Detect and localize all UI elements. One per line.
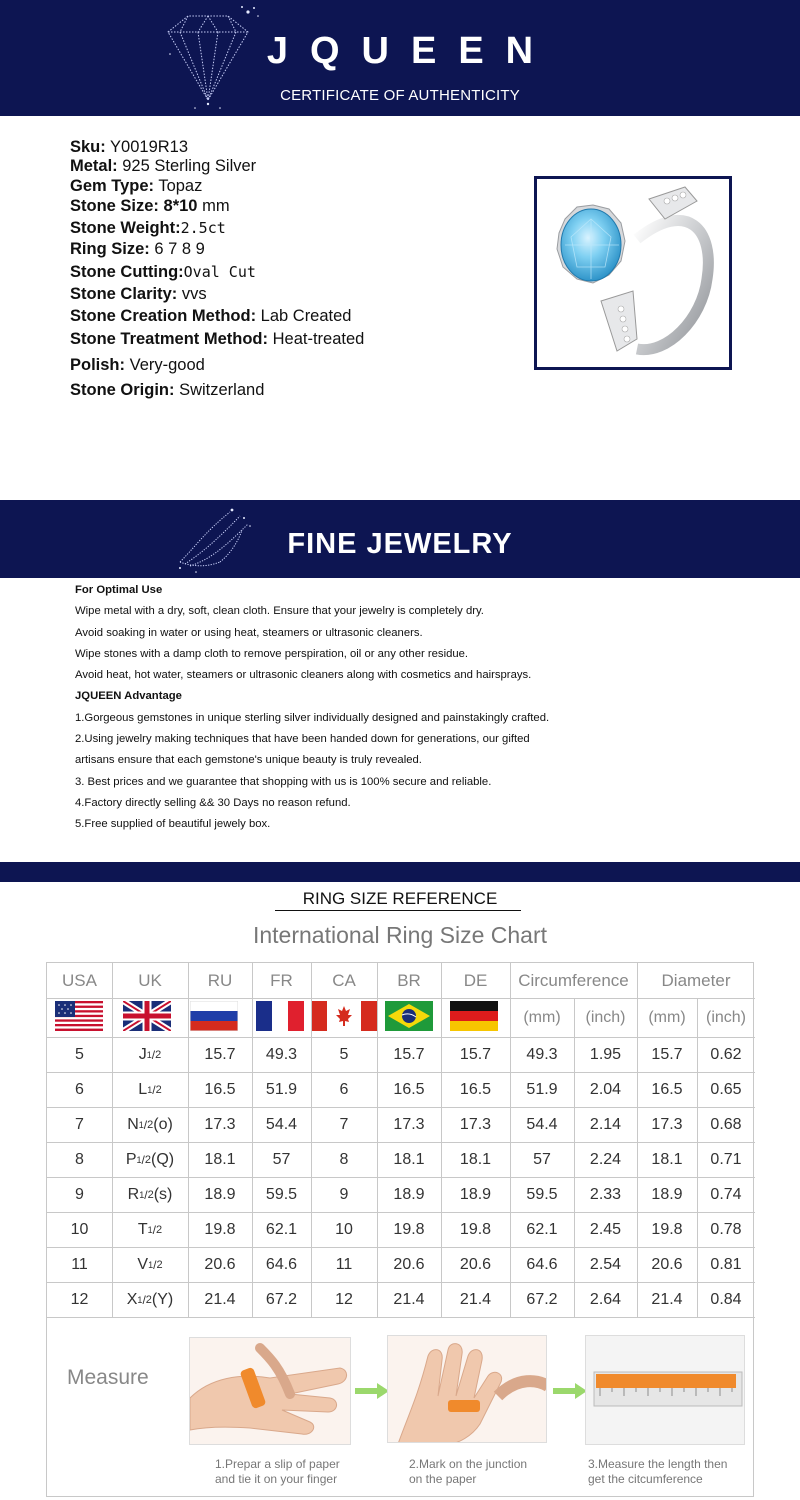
advantage-line: 3. Best prices and we guarantee that shopping with us is 100% secure and reliable. bbox=[75, 775, 492, 788]
spec-sku: Sku: Y0019R13 bbox=[70, 138, 189, 156]
advantage-line: 1.Gorgeous gemstones in unique sterling silver individually designed and painstakingly crafted. bbox=[75, 711, 550, 724]
grid-line bbox=[377, 963, 378, 1317]
cell-ca: 10 bbox=[335, 1220, 353, 1238]
cell-circ-mm: 62.1 bbox=[526, 1220, 558, 1238]
header-circumference: Circumference bbox=[518, 970, 629, 990]
cell-fr: 62.1 bbox=[265, 1220, 298, 1238]
spec-creation-method: Stone Creation Method: Lab Created bbox=[70, 307, 352, 325]
grid-line bbox=[47, 1107, 755, 1108]
grid-line bbox=[47, 1142, 755, 1143]
cell-diam-inch: 0.78 bbox=[710, 1220, 742, 1238]
russia-flag-icon bbox=[190, 1001, 238, 1031]
cell-circ-inch: 2.54 bbox=[589, 1255, 622, 1273]
cell-ru: 18.1 bbox=[204, 1150, 236, 1168]
divider-band bbox=[0, 862, 800, 882]
cell-circ-mm: 59.5 bbox=[526, 1185, 558, 1203]
cell-circ-inch: 2.14 bbox=[589, 1115, 622, 1133]
spec-gem-type: Gem Type: Topaz bbox=[70, 177, 203, 195]
spec-stone-cutting: Stone Cutting:Oval Cut bbox=[70, 263, 256, 281]
step3-caption: 3.Measure the length then get the citcumference bbox=[588, 1457, 728, 1486]
cell-br: 16.5 bbox=[393, 1080, 425, 1098]
care-line: Wipe metal with a dry, soft, clean cloth. Ensure that your jewelry is completely dry. bbox=[75, 605, 484, 618]
cell-de: 19.8 bbox=[459, 1220, 492, 1238]
cell-ca: 5 bbox=[339, 1045, 349, 1063]
cell-uk: N 1 / 2 (o) bbox=[127, 1115, 173, 1133]
header-br: BR bbox=[397, 970, 421, 990]
grid-line bbox=[112, 963, 113, 1317]
brand-title: JQUEEN bbox=[266, 30, 556, 72]
cell-fr: 54.4 bbox=[265, 1115, 298, 1133]
header-de: DE bbox=[463, 970, 488, 990]
cell-ru: 16.5 bbox=[204, 1080, 236, 1098]
spec-metal: Metal: 925 Sterling Silver bbox=[70, 157, 257, 175]
unit-circumference-inch: (inch) bbox=[585, 1009, 626, 1026]
cell-ca: 11 bbox=[335, 1255, 353, 1273]
header-diameter: Diameter bbox=[661, 970, 731, 990]
cell-usa: 6 bbox=[75, 1080, 84, 1098]
cell-ca: 6 bbox=[339, 1080, 349, 1098]
cell-ca: 9 bbox=[339, 1185, 349, 1203]
cell-ru: 20.6 bbox=[204, 1255, 236, 1273]
cell-diam-inch: 0.62 bbox=[710, 1045, 742, 1063]
grid-line bbox=[637, 963, 638, 1317]
step1-photo bbox=[189, 1337, 351, 1445]
cell-br: 21.4 bbox=[393, 1290, 425, 1308]
ring-size-reference-title: RING SIZE REFERENCE bbox=[302, 889, 498, 908]
header-uk: UK bbox=[138, 970, 162, 990]
care-section bbox=[75, 580, 755, 836]
cell-br: 15.7 bbox=[393, 1045, 425, 1063]
cell-diam-mm: 15.7 bbox=[651, 1045, 683, 1063]
cell-diam-inch: 0.71 bbox=[710, 1150, 742, 1168]
usa-flag-icon bbox=[55, 1001, 103, 1031]
grid-line bbox=[47, 1177, 755, 1178]
grid-line bbox=[188, 963, 189, 1317]
cell-usa: 7 bbox=[75, 1115, 84, 1133]
unit-diameter-mm: (mm) bbox=[648, 1009, 686, 1026]
cell-br: 19.8 bbox=[393, 1220, 425, 1238]
cell-diam-mm: 18.9 bbox=[651, 1185, 683, 1203]
cell-circ-mm: 51.9 bbox=[526, 1080, 558, 1098]
cell-br: 18.9 bbox=[393, 1185, 425, 1203]
cell-uk: P 1 / 2 (Q) bbox=[125, 1150, 175, 1168]
unit-diameter-inch: (inch) bbox=[705, 1009, 746, 1026]
spec-ring-size: Ring Size: 6 7 8 9 bbox=[70, 240, 205, 258]
reference-underline bbox=[275, 910, 521, 911]
cell-fr: 64.6 bbox=[265, 1255, 298, 1273]
cell-ru: 15.7 bbox=[204, 1045, 236, 1063]
header-usa: USA bbox=[62, 970, 97, 990]
cell-diam-mm: 16.5 bbox=[651, 1080, 683, 1098]
advantage-line: 2.Using jewelry making techniques that have been handed down for generations, our gifted bbox=[75, 733, 530, 746]
cell-circ-mm: 54.4 bbox=[526, 1115, 558, 1133]
grid-line bbox=[697, 998, 698, 1317]
grid-line bbox=[47, 1282, 755, 1283]
cell-circ-mm: 67.2 bbox=[526, 1290, 558, 1308]
ring-size-table bbox=[46, 962, 754, 1497]
cell-ru: 19.8 bbox=[204, 1220, 236, 1238]
brazil-flag-icon bbox=[385, 1001, 433, 1031]
cell-ru: 18.9 bbox=[204, 1185, 236, 1203]
cell-fr: 57 bbox=[272, 1150, 291, 1168]
cell-usa: 5 bbox=[75, 1045, 84, 1063]
spec-stone-weight: Stone Weight:2.5ct bbox=[70, 219, 226, 237]
cell-uk: T 1 / 2 bbox=[137, 1220, 163, 1238]
cell-usa: 11 bbox=[71, 1255, 88, 1273]
advantage-line: 4.Factory directly selling && 30 Days no reason refund. bbox=[75, 796, 351, 809]
cell-circ-inch: 1.95 bbox=[589, 1045, 622, 1063]
cell-ca: 12 bbox=[335, 1290, 353, 1308]
cell-fr: 67.2 bbox=[265, 1290, 298, 1308]
cell-uk: V 1 / 2 bbox=[137, 1255, 163, 1273]
spec-stone-size: Stone Size: 8*10 mm bbox=[70, 197, 230, 215]
advantage-line: 5.Free supplied of beautiful jewely box. bbox=[75, 818, 271, 831]
cell-circ-inch: 2.45 bbox=[589, 1220, 622, 1238]
cell-diam-mm: 18.1 bbox=[651, 1150, 683, 1168]
cell-de: 16.5 bbox=[459, 1080, 492, 1098]
header-band bbox=[0, 0, 800, 116]
cell-ru: 17.3 bbox=[204, 1115, 236, 1133]
ring-image-frame bbox=[534, 176, 732, 370]
fine-jewelry-band bbox=[0, 500, 800, 578]
care-line: Wipe stones with a damp cloth to remove perspiration, oil or any other residue. bbox=[75, 647, 469, 660]
unit-circumference-mm: (mm) bbox=[523, 1009, 561, 1026]
step3-photo bbox=[585, 1335, 745, 1445]
header-ru: RU bbox=[207, 970, 233, 990]
cell-ru: 21.4 bbox=[204, 1290, 236, 1308]
cell-ca: 7 bbox=[339, 1115, 349, 1133]
grid-line bbox=[47, 1037, 755, 1038]
care-line: Avoid soaking in water or using heat, steamers or ultrasonic cleaners. bbox=[75, 626, 423, 639]
ring-image bbox=[537, 179, 729, 367]
cell-fr: 49.3 bbox=[265, 1045, 298, 1063]
cell-de: 17.3 bbox=[459, 1115, 492, 1133]
cell-circ-inch: 2.33 bbox=[589, 1185, 622, 1203]
cell-circ-mm: 49.3 bbox=[526, 1045, 558, 1063]
optimal-use-heading: For Optimal Use bbox=[75, 584, 163, 596]
certificate-subtitle: CERTIFICATE OF AUTHENTICITY bbox=[280, 87, 520, 104]
advantage-line: artisans ensure that each gemstone's unique beauty is truly revealed. bbox=[75, 754, 422, 767]
cell-de: 18.1 bbox=[459, 1150, 492, 1168]
cell-diam-mm: 17.3 bbox=[651, 1115, 683, 1133]
cell-circ-inch: 2.04 bbox=[589, 1080, 622, 1098]
header-fr: FR bbox=[270, 970, 293, 990]
cell-de: 20.6 bbox=[459, 1255, 492, 1273]
cell-diam-mm: 20.6 bbox=[651, 1255, 683, 1273]
cell-usa: 8 bbox=[75, 1150, 84, 1168]
step2-caption: 2.Mark on the junction on the paper bbox=[409, 1457, 528, 1486]
grid-line bbox=[47, 1247, 755, 1248]
arrow-icon bbox=[553, 1383, 587, 1399]
spec-treatment-method: Stone Treatment Method: Heat-treated bbox=[70, 330, 365, 348]
cell-circ-mm: 64.6 bbox=[526, 1255, 558, 1273]
advantage-heading: JQUEEN Advantage bbox=[75, 690, 182, 703]
cell-diam-inch: 0.65 bbox=[710, 1080, 742, 1098]
spec-list bbox=[70, 138, 510, 403]
cell-fr: 51.9 bbox=[265, 1080, 298, 1098]
cell-de: 21.4 bbox=[459, 1290, 492, 1308]
grid-line bbox=[574, 998, 575, 1317]
cell-diam-inch: 0.81 bbox=[710, 1255, 742, 1273]
cell-diam-mm: 19.8 bbox=[651, 1220, 683, 1238]
care-line: Avoid heat, hot water, steamers or ultrasonic cleaners along with cosmetics and hairsprays. bbox=[75, 669, 532, 682]
cell-usa: 9 bbox=[75, 1185, 84, 1203]
grid-line bbox=[252, 963, 253, 1317]
grid-line bbox=[311, 963, 312, 1317]
cell-br: 20.6 bbox=[393, 1255, 425, 1273]
grid-line bbox=[47, 1072, 755, 1073]
cell-br: 17.3 bbox=[393, 1115, 425, 1133]
cell-uk: R 1 / 2 (s) bbox=[127, 1185, 173, 1203]
cell-ca: 8 bbox=[339, 1150, 349, 1168]
grid-line bbox=[441, 963, 442, 1317]
cell-br: 18.1 bbox=[393, 1150, 425, 1168]
cell-diam-inch: 0.84 bbox=[710, 1290, 742, 1308]
cell-usa: 12 bbox=[70, 1290, 89, 1308]
step1-caption: 1.Prepar a slip of paper and tie it on your finger bbox=[215, 1457, 340, 1486]
france-flag-icon bbox=[256, 1001, 304, 1031]
grid-line bbox=[47, 998, 755, 999]
cell-diam-inch: 0.68 bbox=[710, 1115, 742, 1133]
fine-jewelry-title: FINE JEWELRY bbox=[287, 528, 513, 560]
uk-flag-icon bbox=[123, 1001, 171, 1031]
header-ca: CA bbox=[332, 970, 356, 990]
germany-flag-icon bbox=[450, 1001, 498, 1031]
cell-de: 15.7 bbox=[459, 1045, 492, 1063]
cell-uk: J 1 / 2 bbox=[138, 1045, 162, 1063]
spec-stone-clarity: Stone Clarity: vvs bbox=[70, 285, 207, 303]
arrow-icon bbox=[355, 1383, 389, 1399]
cell-uk: X 1 / 2 (Y) bbox=[126, 1290, 174, 1308]
spec-stone-origin: Stone Origin: Switzerland bbox=[70, 381, 265, 399]
cell-de: 18.9 bbox=[459, 1185, 492, 1203]
measure-label: Measure bbox=[67, 1366, 149, 1389]
step2-photo bbox=[387, 1335, 547, 1443]
cell-circ-mm: 57 bbox=[533, 1150, 551, 1168]
canada-flag-icon bbox=[311, 1001, 377, 1031]
cell-circ-inch: 2.64 bbox=[589, 1290, 622, 1308]
grid-line bbox=[47, 1212, 755, 1213]
grid-line bbox=[47, 1317, 755, 1318]
size-chart-title: International Ring Size Chart bbox=[252, 922, 548, 948]
cell-fr: 59.5 bbox=[265, 1185, 298, 1203]
cell-diam-inch: 0.74 bbox=[710, 1185, 742, 1203]
cell-diam-mm: 21.4 bbox=[651, 1290, 683, 1308]
cell-uk: L 1 / 2 bbox=[138, 1080, 162, 1098]
spec-polish: Polish: Very-good bbox=[70, 356, 205, 374]
cell-usa: 10 bbox=[70, 1220, 89, 1238]
cell-circ-inch: 2.24 bbox=[589, 1150, 622, 1168]
grid-line bbox=[510, 963, 511, 1317]
